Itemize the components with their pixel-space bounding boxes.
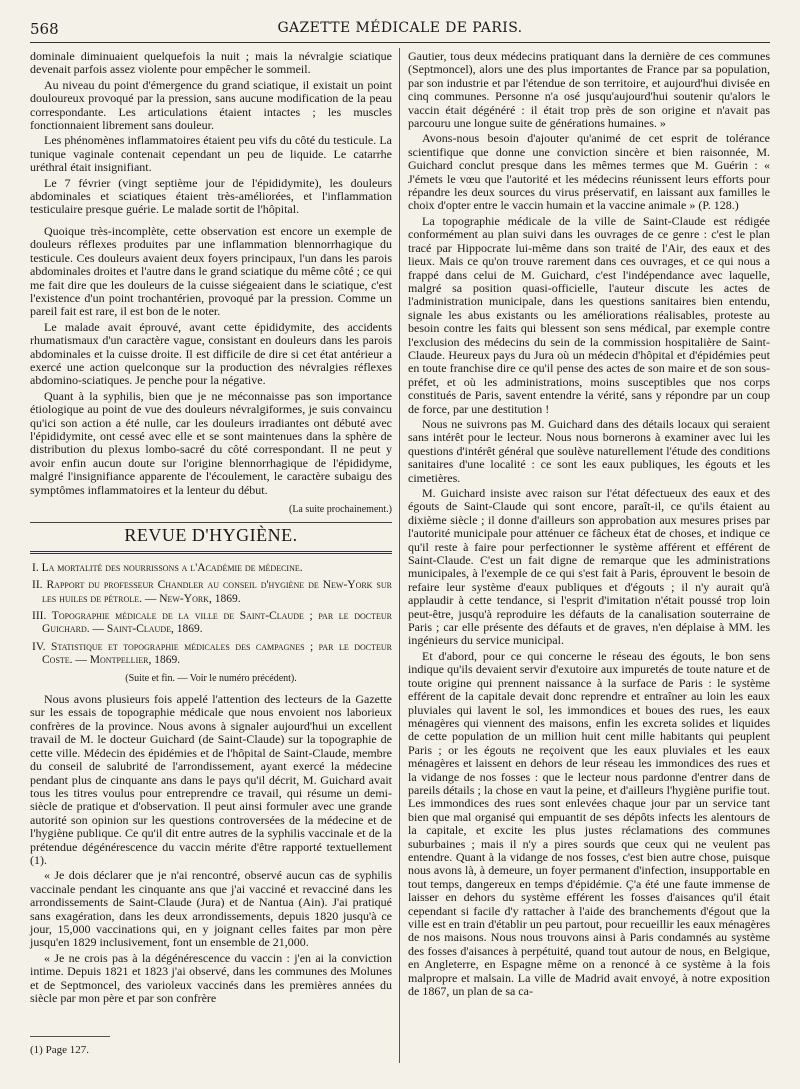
title-rule [30,551,392,554]
paragraph: Et d'abord, pour ce qui concerne le réseau des égouts, le bon sens indique qu'ils devaient servir d'exutoire aux impuretés de toute nature et de toute origine qui prennent naissance à la surface de Paris : le système efférent de la capitale devait donc reprendre et entraîner au loin les eaux pluviales qui lavent le sol, les immondices et boues des rues, les eaux ménagères qui viennent des maisons, enfin les excreta solides et liquides de cette population de un million huit cent mille habitants qui peuplent Paris ; or les égouts ne reçoivent que les eaux pluviales et les eaux ménagères et laissent en dehors de leur réseau les immondices des rues et la vidange de nos fosses : que le lecteur nous pardonne d'entrer dans de pareils détails ; la chose en vaut la peine, et d'ailleurs l'hygiène purifie tout. Les immondices des rues sont enlevées chaque jour par un service tant bien que mal organisé qui empuantit de ses dépôts infects les alentours de la capitale, et excite les plus justes réclamations des communes suburbaines ; mais il n'y a pires sourds que ceux qui ne veulent pas entendre. Quant à la vidange de nos fosses, c'est bien autre chose, puisque nous avons là, à demeure, un foyer permanent d'infection, insupportable en tout temps, dangereux en temps d'épidémie. Ç'a été une faute immense de laisser en dehors du système efférent les fosses d'aisances qu'il était cependant si facile d'y rattacher à l'aide des branchements d'égout que la ville est en train d'établir un peu partout, pour recueillir les eaux ménagères de nos maisons. Nous nous trouvons ainsi à Paris condamnés au système des fosses d'aisances à perpétuité, quand tout autour de nous, en Belgique, en Angleterre, en Espagne même on a renoncé à ce système à la fois malpropre et malsain. La ville de Madrid avait envoyé, à notre exposition de 1867, un plan de sa ca- [408,648,770,999]
right-column [408,50,770,1000]
paragraph: Quant à la syphilis, bien que je ne méconnaisse pas son importance étiologique au point de vue des douleurs névralgiformes, je suis convaincu qu'ici son action a été nulle, car les douleurs irradiantes ont débuté avec l'épididymite, ont cessé avec elle et se sont maintenues dans la sphère de distribution du plexus lombo-sacré du côté correspondant. Il ne peut y avoir enfin aucun doute sur l'origine blennorrhagique de l'épididyme, malgré l'insignifiance apparente de l'écoulement, le caractère subaigu des symptômes inflammatoires et la lenteur du début. [30,388,392,497]
footnote: (1) Page 127. [30,1044,89,1056]
column-divider [399,48,400,1063]
continuation-note: (La suite prochainement.) [288,504,392,515]
paragraph: Avons-nous besoin d'ajouter qu'animé de cet esprit de tolérance scientifique que donne une conviction sincère et bien raisonnée, M. Guichard conclut presque dans les mêmes termes que M. Guérin : « J'émets le vœu que l'autorité et les médecins réunissent leurs efforts pour répandre les deux sources du virus préservatif, en laissant aux familles le choix d'opter entre le vaccin humain et la vaccine animale » (P. 128.) [408,131,770,213]
paragraph: Le malade avait éprouvé, avant cette épididymite, des accidents rhumatismaux d'un caractère vague, consistant en douleurs dans les parois abdominales et la cuisse droite. Il est difficile de dire si cet état antérieur a exercé une action quelconque sur la production des névralgies réflexes abdomino-sciatiques. Je penche pour la négative. [30,319,392,388]
paragraph: La topographie médicale de la ville de Saint-Claude est rédigée conformément au plan suivi dans les ouvrages de ce genre : c'est le plan tracé par Hippocrate lui-même dans son traité de l'Air, des eaux et des lieux. Mais ce qu'on trouve rarement dans ces ouvrages, et ce qui nous a frappé dans celui de M. Guichard, c'est l'indépendance avec laquelle, malgré sa position quasi-officielle, l'auteur discute les actes de l'administration municipale, dans les questions sanitaires bien entendu, signale les abus existants ou les améliorations réalisables, proteste au besoin contre les faits qui blessent son sens médical, par exemple contre l'exclusion des médecins du sein de la commission hospitalière de Saint-Claude. Heureux pays du Jura où un médecin d'hôpital et d'épidémies peut en toute franchise dire ce qu'il pense des actes de son maire et de son sous-préfet, et où les administrations, moins susceptibles que nos corps constitués de Paris, savent entendre la vérité, sans y répondre par un coup de force, par une destitution ! [408,213,770,416]
journal-title: GAZETTE MÉDICALE DE PARIS. [277,20,523,36]
paragraph: Nous avons plusieurs fois appelé l'attention des lecteurs de la Gazette sur les essais de topographie médicale que nous envoient nos laborieux confrères de la province. Nous avons à signaler aujourd'hui un excellent travail de M. le docteur Guichard (de Saint-Claude) sur la topographie de cette ville. Médecin des épidémies et de l'hôpital de Saint-Claude, membre du conseil de salubrité de l'arrondissement, ayant exercé la médecine pendant plus de cinquante ans dans le pays qu'il décrit, M. Guichard avait tous les titres voulus pour entreprendre ce travail, qui résume un demi-siècle de pratique et d'observation. Il peut ainsi formuler avec une grande autorité son opinion sur les questions controversées de la médecine et de l'hygiène publique. Ce qu'il dit entre autres de la syphilis vaccinale et de la prétendue dégénérescence du vaccin mérite d'être rapporté textuellement (1). [30,692,392,867]
footnote-rule [30,1036,110,1037]
page-number: 568 [30,20,59,38]
paragraph: dominale diminuaient quelquefois la nuit ; mais la névralgie sciatique devenait parfois assez violente pour empêcher le sommeil. [30,49,392,77]
paragraph: M. Guichard insiste avec raison sur l'état défectueux des eaux et des égouts de Saint-Claude qui sont encore, paraît-il, ce qu'ils étaient au dixième siècle ; il donne d'ailleurs son approbation aux mesures prises par l'autorité municipale pour atténuer ce fâcheux état de choses, et indique ce qu'il reste à faire pour perfectionner le système afférent et efférent de Saint-Claude. C'est un fait digne de remarque que les administrations municipales, à l'exemple de ce qui s'est fait à Paris, éprouvent le besoin de refaire leur système d'eaux publiques et d'égouts ; il n'y aurait qu'à applaudir à cette tendance, si l'esprit d'imitation n'était poussé trop loin peut-être, jusqu'à reproduire les défauts de la canalisation souterraine de Paris ; car elle présente des défauts et de graves, n'en déplaise à MM. les ingénieurs du service municipal. [408,486,770,648]
paragraph: Gautier, tous deux médecins pratiquant dans la dernière de ces communes (Septmoncel), alors une des plus importantes de France par sa population, par son industrie et par l'étendue de son territoire, et aujourd'hui divisée en cinq communes. Personne n'a osé jusqu'aujourd'hui soutenir qu'alors le vaccin était dégénéré : il était trop près de son origine et n'avait pas parcouru une longue suite de générations humaines. » [408,49,770,131]
toc-item: III. Topographie médicale de la ville de Saint-Claude ; par le docteur Guichard. — Saint-Claude, 1869. [32,610,392,636]
toc-item: IV. Statistique et topographie médicales des campagnes ; par le docteur Coste. — Montpellier, 1869. [32,640,392,667]
paragraph: Au niveau du point d'émergence du grand sciatique, il existait un point douloureux provoqué par la pression, sans aucune modification de la peau correspondante. Les articulations étaient intactes ; les muscles fonctionnaient librement sans douleur. [30,77,392,133]
paragraph: Le 7 février (vingt septième jour de l'épididymite), les douleurs abdominales et sciatiques étaient très-améliorées, et l'inflammation testiculaire presque guérie. Le malade sortit de l'hôpital. [30,175,392,217]
paragraph: Les phénomènes inflammatoires étaient peu vifs du côté du testicule. La tunique vaginale contenait cependant un peu de liquide. Le catarrhe uréthral était insignifiant. [30,133,392,175]
paragraph: Quoique très-incomplète, cette observation est encore un exemple de douleurs réflexes produites par une inflammation blennorrhagique du testicule. Ces douleurs avaient deux foyers principaux, l'un dans les parois abdominales droites et l'autre dans le grand sciatique du même côté ; ce qui me fait dire que les douleurs de la cuisse siégeaient dans le sciatique, c'est l'existence d'un point trochantérien, provoqué par la pression. Comme un pareil fait est rare, il est bon de le noter. [30,223,392,319]
left-column [30,49,392,1056]
section-title: REVUE D'HYGIÈNE. [124,525,298,546]
paragraph: « Je ne crois pas à la dégénérescence du vaccin : j'en ai la conviction intime. Depuis 1821 et 1823 j'ai observé, dans les communes des Molunes et de Septmoncel, des varioleux vaccinés dans les premières années du siècle par mon père et par son confrère [30,950,392,1005]
toc-item: I. La mortalité des nourrissons a l'Académie de médecine. [32,561,303,574]
page-header [30,18,770,43]
paragraph: Nous ne suivrons pas M. Guichard dans des détails locaux qui seraient sans intérêt pour le lecteur. Nous nous bornerons à examiner avec lui les questions d'intérêt général que soulève naturellement l'étude des conditions sanitaires d'une localité : ce sont les eaux publiques, les égouts et les cimetières. [408,416,770,485]
paragraph: « Je dois déclarer que je n'ai rencontré, observé aucun cas de syphilis vaccinale pendant les cinquante ans que j'ai vacciné et revacciné dans les arrondissements de Saint-Claude (Jura) et de Nantua (Ain). J'ai pratiqué sans exagération, dans les deux arrondissements, depuis 1820 jusqu'à ce jour, 15,000 vaccinations qui, en y joignant celles faites par mon père jusqu'en 1829 inclusivement, font un ensemble de 21,000. [30,868,392,950]
section-rule [30,522,392,523]
toc-item: II. Rapport du professeur Chandler au conseil d'hygiène de New-York sur les huiles de pétrole. — New-York, 1869. [32,579,392,605]
suite-note: (Suite et fin. — Voir le numéro précédent). [125,672,297,684]
